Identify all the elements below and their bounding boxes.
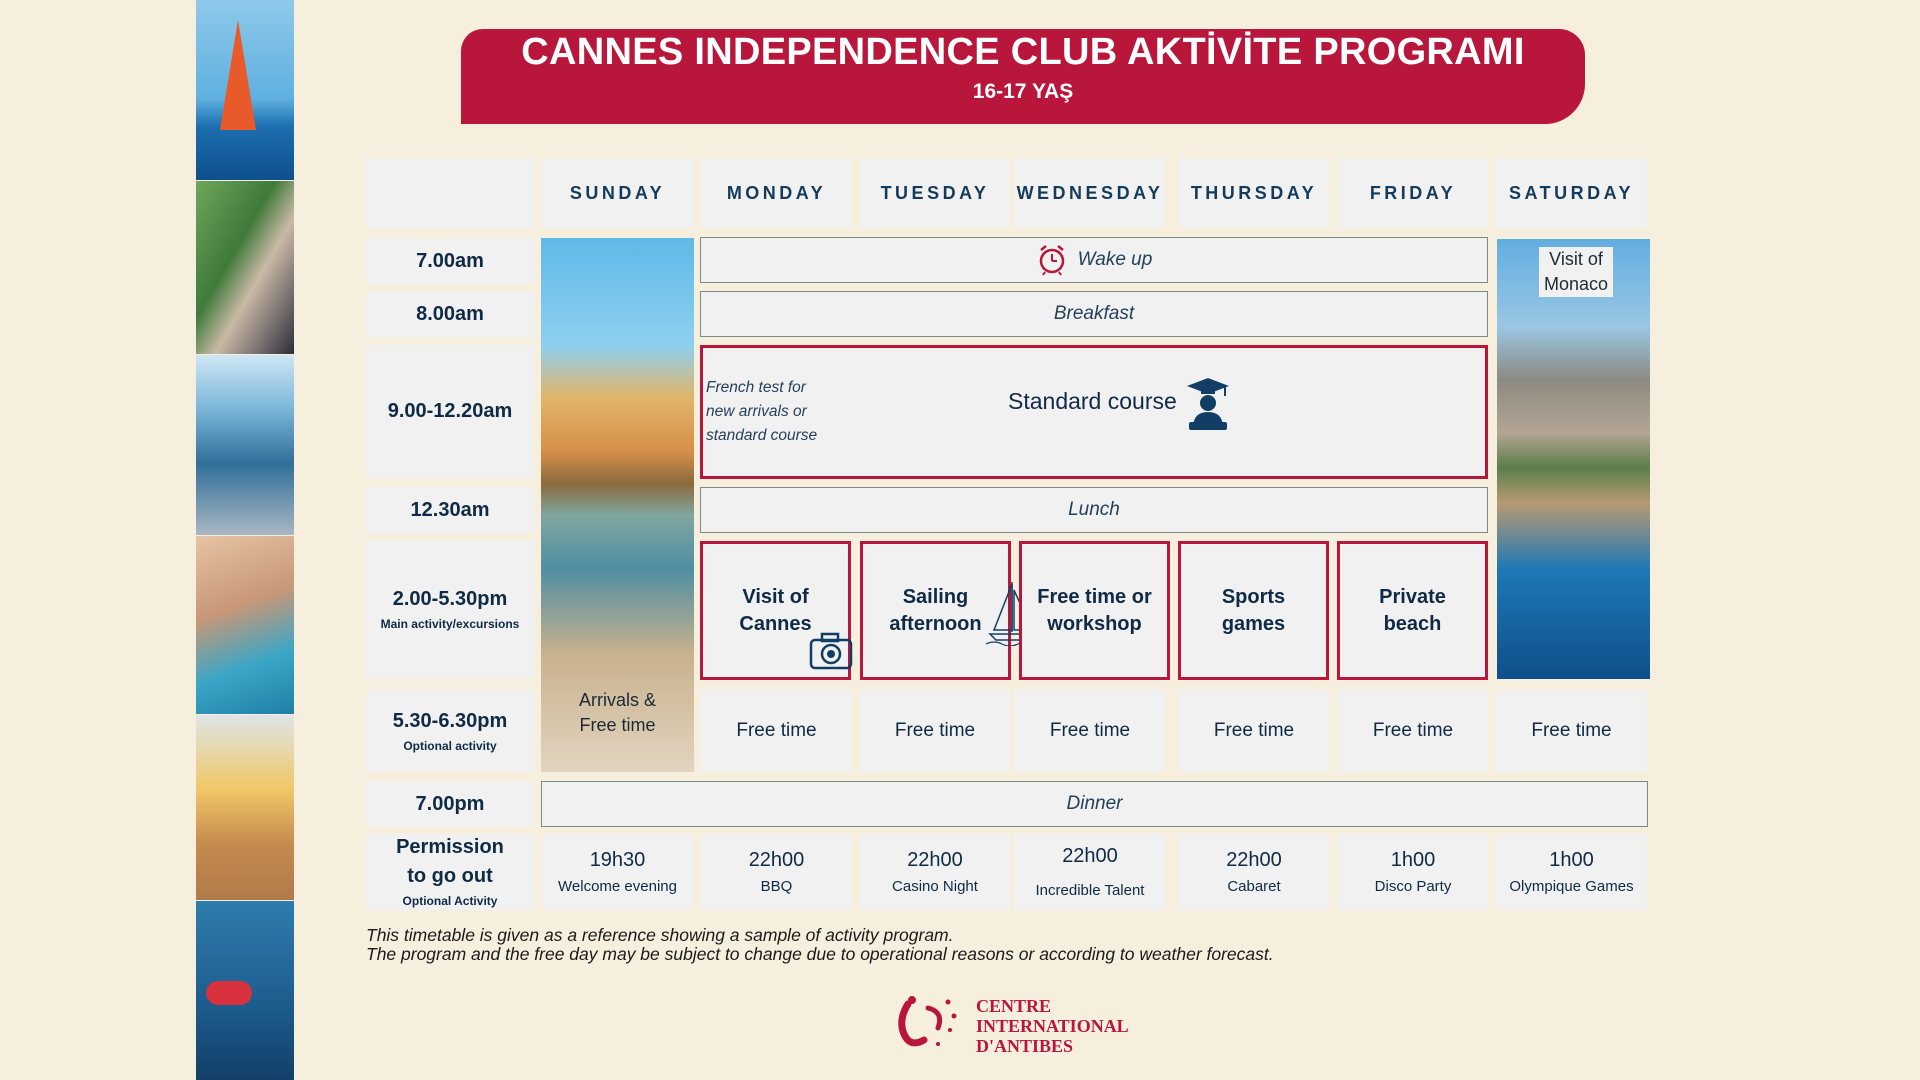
day-header-friday: FRIDAY bbox=[1338, 158, 1488, 228]
free-time-thursday: Free time bbox=[1179, 690, 1329, 772]
cia-logo-text: CENTRE INTERNATIONAL D'ANTIBES bbox=[976, 996, 1129, 1056]
photo-pool bbox=[196, 536, 294, 714]
day-header-thursday: THURSDAY bbox=[1179, 158, 1329, 228]
evening-thursday: 22h00 Cabaret bbox=[1179, 834, 1329, 910]
activity-free-time-workshop: Free time or workshop bbox=[1019, 541, 1170, 680]
activity-sports-games: Sports games bbox=[1178, 541, 1329, 680]
standard-course-box bbox=[700, 345, 1488, 479]
page-subtitle: 16-17 YAŞ bbox=[972, 80, 1074, 103]
time-breakfast: 8.00am bbox=[366, 291, 534, 337]
sunday-text-2: Free time bbox=[579, 715, 656, 735]
standard-course-label: Standard course bbox=[1008, 388, 1177, 414]
photo-students bbox=[196, 181, 294, 354]
activity-sailing-afternoon: Sailing afternoon bbox=[860, 541, 1011, 680]
alarm-clock-icon bbox=[1036, 244, 1068, 276]
time-dinner: 7.00pm bbox=[366, 781, 534, 827]
saturday-label: Visit of Monaco bbox=[1539, 247, 1613, 297]
bar-lunch: Lunch bbox=[700, 487, 1488, 533]
footnote: This timetable is given as a reference showing a sample of activity program. The program and the free day may be subject to change due to operational reasons or according to weather forecast. bbox=[366, 925, 1274, 964]
free-time-friday: Free time bbox=[1338, 690, 1488, 772]
french-test-note: French test for new arrivals or standard course bbox=[706, 379, 818, 444]
sunday-text-1: Arrivals & bbox=[578, 690, 656, 710]
bar-breakfast: Breakfast bbox=[700, 291, 1488, 337]
day-header-tuesday: TUESDAY bbox=[860, 158, 1010, 228]
photo-harbour bbox=[196, 355, 294, 535]
activity-private-beach: Private beach bbox=[1337, 541, 1488, 680]
sunday-image bbox=[541, 238, 694, 772]
day-header-sunday: SUNDAY bbox=[542, 158, 693, 228]
time-permission: Permission to go out Optional Activity bbox=[366, 834, 534, 910]
time-afternoon: 2.00-5.30pm Main activity/excursions bbox=[366, 541, 534, 678]
evening-saturday: 1h00 Olympique Games bbox=[1496, 834, 1647, 910]
bar-wake-up: Wake up bbox=[700, 237, 1488, 283]
photo-sailing bbox=[196, 0, 294, 180]
graduation-icon bbox=[1185, 376, 1231, 432]
time-morning: 9.00-12.20am bbox=[366, 345, 534, 478]
activity-visit-cannes: Visit of Cannes bbox=[700, 541, 851, 680]
day-header-monday: MONDAY bbox=[701, 158, 852, 228]
saturday-image bbox=[1497, 239, 1650, 679]
free-time-tuesday: Free time bbox=[860, 690, 1010, 772]
free-time-saturday: Free time bbox=[1496, 690, 1647, 772]
day-header-wednesday: WEDNESDAY bbox=[1015, 158, 1165, 228]
free-time-wednesday: Free time bbox=[1015, 690, 1165, 772]
evening-sunday: 19h30 Welcome evening bbox=[542, 834, 693, 910]
cia-logo-icon bbox=[890, 994, 970, 1056]
time-evening: 5.30-6.30pm Optional activity bbox=[366, 690, 534, 772]
time-wake: 7.00am bbox=[366, 238, 534, 284]
header-banner bbox=[461, 29, 1585, 124]
page-title: CANNES INDEPENDENCE CLUB AKTİVİTE PROGRAMI bbox=[521, 31, 1525, 73]
photo-snorkel bbox=[196, 901, 294, 1080]
time-lunch: 12.30am bbox=[366, 487, 534, 533]
evening-friday: 1h00 Disco Party bbox=[1338, 834, 1488, 910]
camera-icon bbox=[808, 628, 854, 674]
evening-wednesday: 22h00 Incredible Talent bbox=[1015, 834, 1165, 910]
free-time-monday: Free time bbox=[701, 690, 852, 772]
photo-terrace bbox=[196, 715, 294, 900]
evening-monday: 22h00 BBQ bbox=[701, 834, 852, 910]
corner-cell bbox=[366, 158, 534, 228]
evening-tuesday: 22h00 Casino Night bbox=[860, 834, 1010, 910]
bar-dinner: Dinner bbox=[541, 781, 1648, 827]
day-header-saturday: SATURDAY bbox=[1496, 158, 1647, 228]
